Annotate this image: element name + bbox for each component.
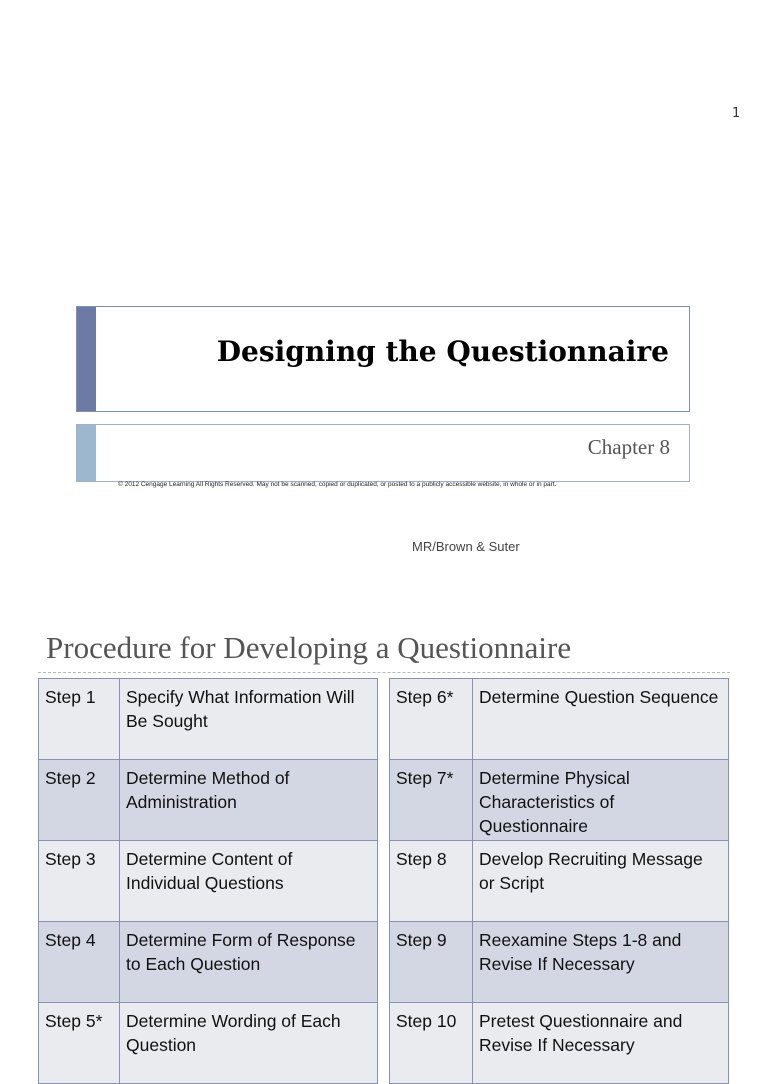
table-row — [390, 1003, 729, 1084]
table-row — [390, 679, 729, 760]
procedure-title: Procedure for Developing a Questionnaire — [46, 630, 572, 665]
chapter-accent-bar — [77, 425, 96, 481]
table-row — [390, 760, 729, 841]
step-description: Determine Question Sequence — [473, 679, 729, 760]
step-description: Determine Content of Individual Questions — [120, 841, 378, 922]
table-row — [390, 841, 729, 922]
step-description: Develop Recruiting Message or Script — [473, 841, 729, 922]
chapter-box — [76, 424, 690, 482]
table-row — [39, 1003, 378, 1084]
table-row — [39, 760, 378, 841]
step-number: Step 5* — [39, 1003, 120, 1084]
step-description: Determine Physical Characteristics of Questionnaire — [473, 760, 729, 841]
page-number: 1 — [732, 106, 741, 121]
step-description: Pretest Questionnaire and Revise If Necessary — [473, 1003, 729, 1084]
step-number: Step 2 — [39, 760, 120, 841]
chapter-label: Chapter 8 — [587, 435, 670, 459]
author-credit: MR/Brown & Suter — [412, 539, 520, 554]
title-accent-bar — [77, 307, 96, 411]
title-box — [76, 306, 690, 412]
table-row — [39, 679, 378, 760]
step-description: Determine Method of Administration — [120, 760, 378, 841]
title-divider — [38, 672, 730, 673]
table-row — [390, 922, 729, 1003]
step-description: Reexamine Steps 1-8 and Revise If Necessary — [473, 922, 729, 1003]
steps-table-left — [38, 678, 378, 1084]
steps-table-right — [389, 678, 729, 1084]
step-number: Step 9 — [390, 922, 473, 1003]
step-description: Specify What Information Will Be Sought — [120, 679, 378, 760]
copyright-notice: © 2012 Cengage Learning All Rights Reserved. May not be scanned, copied or duplicated, or posted to a publicly accessible website, in whole or in part. — [118, 481, 557, 488]
step-number: Step 4 — [39, 922, 120, 1003]
step-number: Step 8 — [390, 841, 473, 922]
step-description: Determine Form of Response to Each Question — [120, 922, 378, 1003]
step-number: Step 7* — [390, 760, 473, 841]
table-row — [39, 922, 378, 1003]
table-row — [39, 841, 378, 922]
step-number: Step 10 — [390, 1003, 473, 1084]
step-description: Determine Wording of Each Question — [120, 1003, 378, 1084]
step-number: Step 6* — [390, 679, 473, 760]
slide-title: Designing the Questionnaire — [216, 335, 669, 368]
step-number: Step 1 — [39, 679, 120, 760]
step-number: Step 3 — [39, 841, 120, 922]
